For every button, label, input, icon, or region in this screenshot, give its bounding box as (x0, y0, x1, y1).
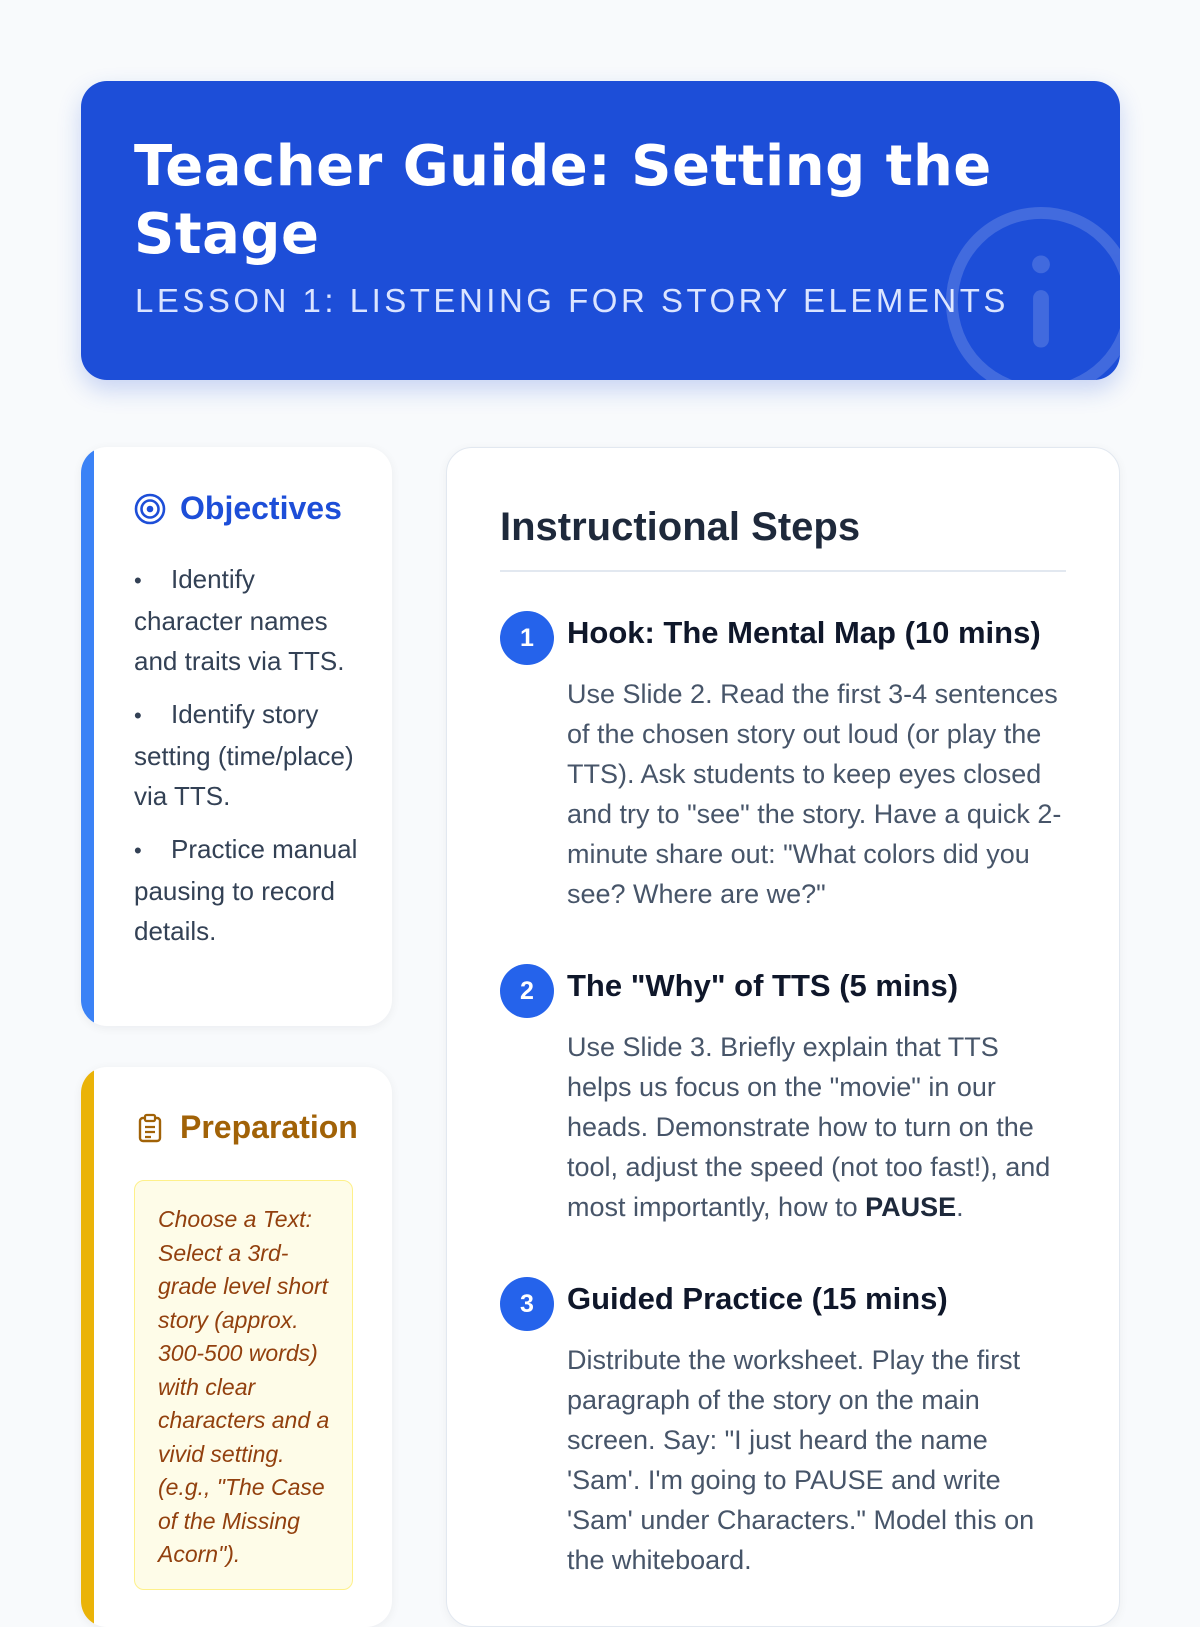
step-number-badge: 3 (500, 1277, 554, 1331)
clipboard-icon (134, 1112, 166, 1144)
objectives-card (81, 447, 392, 1026)
list-item: • Practice manual pausing to record details. (134, 834, 358, 946)
preparation-accent-bar (81, 1067, 94, 1627)
objectives-accent-bar (81, 447, 94, 1026)
step-body: Use Slide 3. Briefly explain that TTS helps us focus on the "movie" in our heads. Demonstrate how to turn on the tool, adjust the speed (not too fast!), and most importantly, how to PAUSE. (567, 1032, 1051, 1222)
header-banner (81, 81, 1120, 380)
step-title: The "Why" of TTS (5 mins) (567, 968, 959, 1003)
objectives-heading (134, 490, 342, 527)
page-title: Teacher Guide: Setting the Stage (134, 134, 992, 267)
target-icon (134, 493, 166, 525)
step-title: Guided Practice (15 mins) (567, 1281, 948, 1316)
objectives-title: Objectives (180, 490, 342, 526)
list-item: • Identify story setting (time/place) via TTS. (134, 699, 354, 811)
divider (500, 570, 1066, 572)
step-number-badge: 2 (500, 964, 554, 1018)
info-icon (942, 203, 1120, 380)
emphasis-pause: PAUSE (865, 1192, 957, 1222)
step-body: Use Slide 2. Read the first 3-4 sentences of the chosen story out loud (or play the TTS). Ask students to keep eyes closed and try to "see" the story. Have a quick 2-minute share out: "What colors did you see? Where are we?" (567, 679, 1062, 909)
step-title: Hook: The Mental Map (10 mins) (567, 615, 1041, 650)
instructional-steps-card (446, 447, 1120, 1627)
steps-heading: Instructional Steps (500, 505, 861, 549)
preparation-card (81, 1067, 392, 1627)
step-body: Distribute the worksheet. Play the first paragraph of the story on the main screen. Say: "I just heard the name 'Sam'. I'm going to PAUSE and write 'Sam' under Characters." Model this on the whiteboard. (567, 1345, 1035, 1575)
list-item: • Identify character names and traits via TTS. (134, 564, 345, 676)
objectives-list (134, 559, 364, 964)
preparation-title: Preparation (180, 1109, 358, 1145)
preparation-note: Choose a Text: Select a 3rd-grade level short story (approx. 300-500 words) with clear characters and a vivid setting. (e.g., "The Case of the Missing Acorn"). (134, 1180, 353, 1590)
page-subtitle: LESSON 1: LISTENING FOR STORY ELEMENTS (135, 282, 1009, 319)
step-number-badge: 1 (500, 611, 554, 665)
preparation-heading (134, 1109, 358, 1146)
